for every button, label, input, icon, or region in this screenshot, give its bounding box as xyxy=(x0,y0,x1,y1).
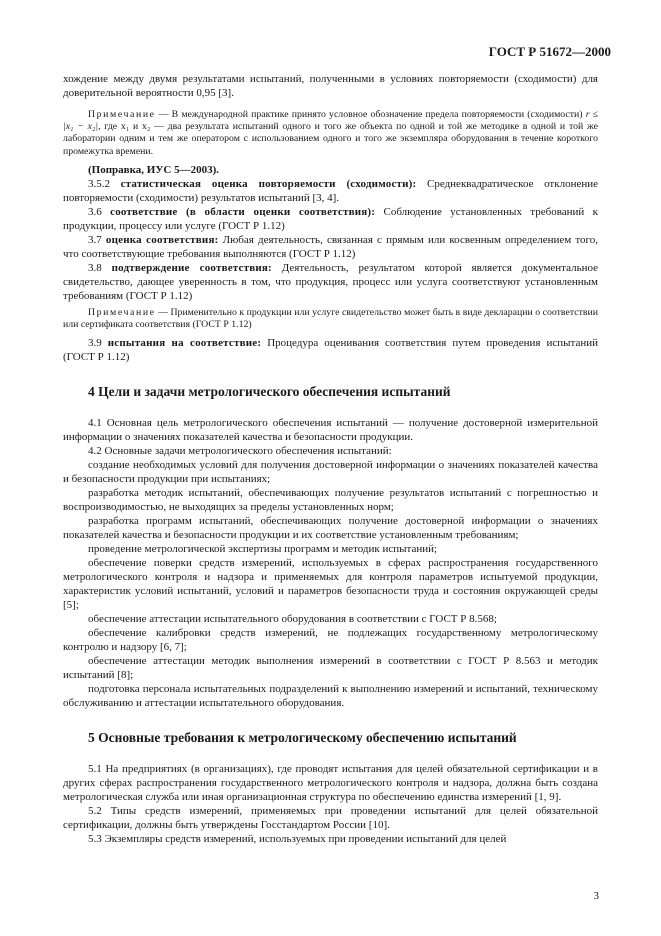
section-5-heading: 5 Основные требования к метрологическому обеспечению испытаний xyxy=(88,730,517,746)
note-text-b: , где x₁ и x₂ — два результата испытаний одного и того же объекта по одной и той же методике в одной и той же лаборатории одним и тем же оператором с использованием одного и того же экземпляра оборудования в течение короткого промежутка времени. xyxy=(63,121,598,157)
definition-number: 3.5.2 xyxy=(88,177,110,190)
section-4-paragraph: проведение метрологической экспертизы программ и методик испытаний; xyxy=(88,543,438,556)
definition-term: подтверждение соответствия: xyxy=(111,261,272,274)
section-4-paragraph: создание необходимых условий для получения достоверной информации о значениях показателей качества и безопасности продукции при испытаниях; xyxy=(63,459,598,486)
definition-number: 3.7 xyxy=(88,233,102,246)
repeatability-formula: r ≤ |x₁ − x₂| xyxy=(63,109,598,133)
page-body xyxy=(63,72,598,846)
note-text: — Применительно к продукции или услуге свидетельство может быть в виде декларации о соответствии или сертификата соответствия (ГОСТ Р 1.12) xyxy=(63,306,598,331)
amendment-line: (Поправка, ИУС 5—2003). xyxy=(88,163,220,176)
definition-3-9 xyxy=(63,336,598,364)
section-4-paragraph: обеспечение поверки средств измерений, используемых в сферах распространения государственного метрологического контроля и надзора и применяемых для контроля параметров испытуемой продукции, характеристик условий испытаний, условий и параметров безопасности труда и состояния окружающей среды [5]; xyxy=(63,557,598,612)
definition-text: Соблюдение установленных требований к продукции, процессу или услуге (ГОСТ Р 1.12) xyxy=(63,205,598,232)
section-4-paragraph: обеспечение калибровки средств измерений, не подлежащих государственному метрологическому контролю и надзору [6, 7]; xyxy=(63,627,598,654)
section-4-paragraph: обеспечение аттестации методик выполнения измерений в соответствии с ГОСТ Р 8.563 и методик испытаний [8]; xyxy=(63,655,598,682)
section-4-paragraph: обеспечение аттестации испытательного оборудования в соответствии с ГОСТ Р 8.568; xyxy=(88,613,497,626)
definition-text: Процедура оценивания соответствия путем проведения испытаний (ГОСТ Р 1.12) xyxy=(63,337,598,364)
page-number: 3 xyxy=(593,890,599,902)
section-4-paragraph: 4.2 Основные задачи метрологического обеспечения испытаний: xyxy=(88,445,392,458)
definition-3-5-2 xyxy=(63,177,598,205)
definition-text: Деятельность, результатом которой является документальное свидетельство, дающее уверенность в том, что продукция, процесс или услуга соответствуют установленным требованиям (ГОСТ Р 1.12) xyxy=(63,261,598,302)
definition-term: оценка соответствия: xyxy=(105,233,219,246)
definition-term: статистическая оценка повторяемости (сходимости): xyxy=(120,177,417,190)
note-text-a: — В международной практике принято условное обозначение предела повторяемости (сходимости) xyxy=(155,109,586,120)
definition-number: 3.9 xyxy=(88,337,102,350)
note-label: Примечание xyxy=(88,306,156,318)
section-5-paragraph: 5.2 Типы средств измерений, применяемых при проведении испытаний для целей обязательной сертификации, должны быть утверждены Госстандартом России [10]. xyxy=(63,805,598,832)
definition-3-7 xyxy=(63,233,598,261)
section-4-paragraph: 4.1 Основная цель метрологического обеспечения испытаний — получение достоверной измерительной информации о значениях показателей качества и безопасности продукции. xyxy=(63,417,598,444)
definition-number: 3.6 xyxy=(88,205,102,218)
definition-text: Любая деятельность, связанная с прямым или косвенным определением того, что соответствующие требования выполняются (ГОСТ Р 1.12) xyxy=(63,233,598,260)
definition-text: Среднеквадратическое отклонение повторяемости (сходимости) результатов испытаний [3, 4]. xyxy=(63,177,598,204)
definition-number: 3.8 xyxy=(88,261,102,274)
section-4-paragraph: разработка методик испытаний, обеспечивающих получение результатов испытаний с погрешностью и воспроизводимостью, не выходящих за пределы установленных норм; xyxy=(63,487,598,514)
note-label: Примечание xyxy=(88,109,156,120)
section-5-paragraph: 5.3 Экземпляры средств измерений, используемых при проведении испытаний для целей xyxy=(88,833,507,846)
section-4-paragraph: подготовка персонала испытательных подразделений к выполнению измерений и испытаний, техническому обслуживанию и аттестации испытательного оборудования. xyxy=(63,683,598,710)
definition-3-8 xyxy=(63,261,598,303)
definition-term: соответствие (в области оценки соответствия): xyxy=(110,205,376,218)
section-4-heading: 4 Цели и задачи метрологического обеспечения испытаний xyxy=(88,384,451,400)
document-code-header: ГОСТ Р 51672—2000 xyxy=(488,44,611,59)
section-4-paragraph: разработка программ испытаний, обеспечивающих получение достоверной информации о значениях показателей качества и безопасности продукции и их соответствие установленным требованиям; xyxy=(63,515,598,542)
note-repeatability xyxy=(63,109,598,158)
definition-term: испытания на соответствие: xyxy=(107,337,262,350)
definition-3-6 xyxy=(63,205,598,233)
note-conformity xyxy=(63,307,598,331)
section-5-paragraph: 5.1 На предприятиях (в организациях), где проводят испытания для целей обязательной сертификации и в других сферах распространения государственного метрологического контроля и надзора, должна быть создана метрологическая служба или иная организационная структура по обеспечению единства измерений [1, 9]. xyxy=(63,763,598,804)
continuation-paragraph: хождение между двумя результатами испытаний, полученными в условиях повторяемости (сходимости) для доверительной вероятности 0,95 [3]. xyxy=(63,73,598,99)
